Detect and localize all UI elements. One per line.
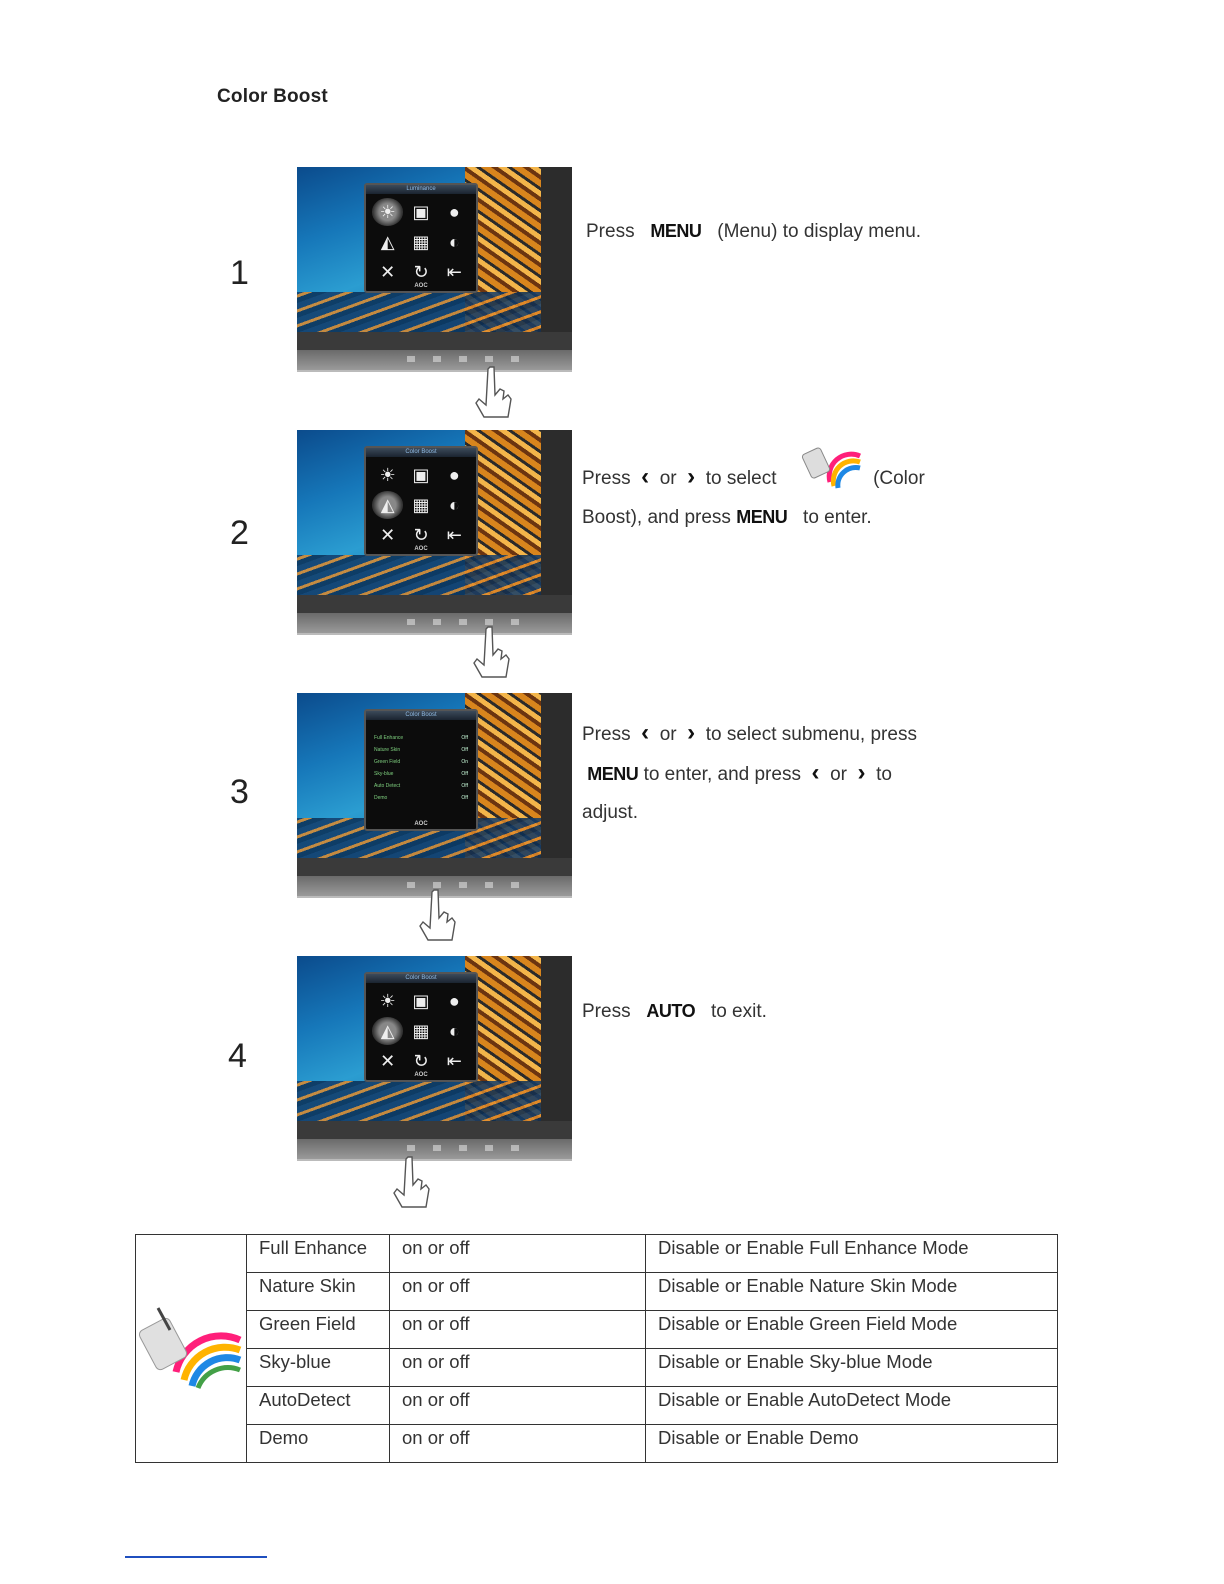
luminance-icon: ☀ <box>379 464 396 485</box>
setting-description: Disable or Enable AutoDetect Mode <box>646 1387 1058 1425</box>
auto-key-label: AUTO <box>646 1001 696 1021</box>
luminance-icon: ☀ <box>379 990 396 1011</box>
step-number-3: 3 <box>230 773 249 811</box>
osd-title: Color Boost <box>366 448 476 457</box>
osd-logo: AOC <box>414 546 428 552</box>
osd-color-boost-submenu <box>364 709 478 831</box>
osd-logo: AOC <box>414 283 428 289</box>
reset-icon: ↻ <box>413 1050 429 1071</box>
osd-row: Nature Skin Off <box>374 747 468 753</box>
setting-value: on or off <box>390 1425 646 1463</box>
osd-row: Green Field On <box>374 759 468 765</box>
color-boost-icon: ◭ <box>380 231 395 252</box>
color-temp-icon: ● <box>448 464 460 485</box>
setting-description: Disable or Enable Sky-blue Mode <box>646 1349 1058 1387</box>
osd-setup-icon: ◐ <box>448 494 460 515</box>
osd-title: Luminance <box>366 185 476 194</box>
color-temp-icon: ● <box>448 201 460 222</box>
pointing-hand-icon <box>414 888 460 942</box>
monitor-illustration-3 <box>297 693 572 898</box>
osd-row: Auto Detect Off <box>374 783 468 789</box>
color-boost-icon: ◭ <box>372 491 403 519</box>
setting-name: Demo <box>247 1425 390 1463</box>
extra-icon: ✕ <box>380 524 396 545</box>
monitor-illustration-4 <box>297 956 572 1161</box>
osd-row: Full Enhance Off <box>374 735 468 741</box>
picture-boost-icon: ▦ <box>412 231 430 252</box>
setting-value: on or off <box>390 1273 646 1311</box>
color-boost-icon <box>136 1300 246 1390</box>
pointing-hand-icon <box>388 1155 434 1209</box>
pointing-hand-icon <box>468 625 514 679</box>
setting-value: on or off <box>390 1349 646 1387</box>
exit-icon: ⇤ <box>446 261 462 282</box>
osd-main-menu <box>364 183 478 293</box>
right-arrow-icon: › <box>687 719 696 746</box>
table-row <box>136 1387 1058 1425</box>
monitor-illustration-2 <box>297 430 572 635</box>
step-1-instruction: Press MENU (Menu) to display menu. <box>586 221 922 242</box>
reset-icon: ↻ <box>413 261 429 282</box>
setting-description: Disable or Enable Green Field Mode <box>646 1311 1058 1349</box>
step-4-instruction: Press AUTO to exit. <box>582 1001 767 1022</box>
step-number-4: 4 <box>228 1037 247 1075</box>
footer-link-underline[interactable] <box>125 1556 267 1558</box>
osd-logo: AOC <box>414 821 428 827</box>
exit-icon: ⇤ <box>446 1050 462 1071</box>
monitor-illustration-1 <box>297 167 572 372</box>
osd-main-menu <box>364 972 478 1082</box>
setting-value: on or off <box>390 1311 646 1349</box>
image-setup-icon: ▣ <box>412 990 430 1011</box>
extra-icon: ✕ <box>380 261 396 282</box>
setting-name: AutoDetect <box>247 1387 390 1425</box>
setting-description: Disable or Enable Demo <box>646 1425 1058 1463</box>
extra-icon: ✕ <box>380 1050 396 1071</box>
setting-description: Disable or Enable Full Enhance Mode <box>646 1235 1058 1273</box>
osd-title: Color Boost <box>366 974 476 983</box>
table-icon-cell <box>136 1235 247 1463</box>
color-boost-settings-table <box>135 1234 1058 1463</box>
osd-setup-icon: ◐ <box>448 1020 460 1041</box>
picture-boost-icon: ▦ <box>412 1020 430 1041</box>
step-2-instruction: Press ‹ or › to select (Color Boost), and press MENU to enter. <box>582 444 925 537</box>
color-temp-icon: ● <box>448 990 460 1011</box>
step-number-1: 1 <box>230 254 249 292</box>
osd-setup-icon: ◐ <box>448 231 460 252</box>
page-title: Color Boost <box>217 86 328 107</box>
image-setup-icon: ▣ <box>412 201 430 222</box>
step-3-instruction: Press ‹ or › to select submenu, press MENU to enter, and press ‹ or › to adjust. <box>582 719 917 823</box>
picture-boost-icon: ▦ <box>412 494 430 515</box>
exit-icon: ⇤ <box>446 524 462 545</box>
step-number-2: 2 <box>230 514 249 552</box>
osd-main-menu <box>364 446 478 556</box>
setting-name: Green Field <box>247 1311 390 1349</box>
osd-row: Demo Off <box>374 795 468 801</box>
menu-key-label: MENU <box>587 764 639 784</box>
image-setup-icon: ▣ <box>412 464 430 485</box>
menu-key-label: MENU <box>650 221 702 241</box>
reset-icon: ↻ <box>413 524 429 545</box>
table-row <box>136 1273 1058 1311</box>
setting-name: Full Enhance <box>247 1235 390 1273</box>
setting-value: on or off <box>390 1235 646 1273</box>
right-arrow-icon: › <box>687 463 696 490</box>
osd-title: Color Boost <box>366 711 476 720</box>
luminance-icon: ☀ <box>372 198 403 226</box>
osd-logo: AOC <box>414 1072 428 1078</box>
setting-name: Sky-blue <box>247 1349 390 1387</box>
color-boost-icon: ◭ <box>372 1017 403 1045</box>
menu-key-label: MENU <box>736 507 788 527</box>
table-row <box>136 1349 1058 1387</box>
right-arrow-icon: › <box>857 759 866 786</box>
left-arrow-icon: ‹ <box>641 463 650 490</box>
table-row <box>136 1235 1058 1273</box>
left-arrow-icon: ‹ <box>641 719 650 746</box>
pointing-hand-icon <box>470 365 516 419</box>
setting-value: on or off <box>390 1387 646 1425</box>
table-row <box>136 1311 1058 1349</box>
setting-name: Nature Skin <box>247 1273 390 1311</box>
setting-description: Disable or Enable Nature Skin Mode <box>646 1273 1058 1311</box>
table-row <box>136 1425 1058 1463</box>
osd-row: Sky-blue Off <box>374 771 468 777</box>
left-arrow-icon: ‹ <box>811 759 820 786</box>
color-boost-icon <box>800 444 862 490</box>
